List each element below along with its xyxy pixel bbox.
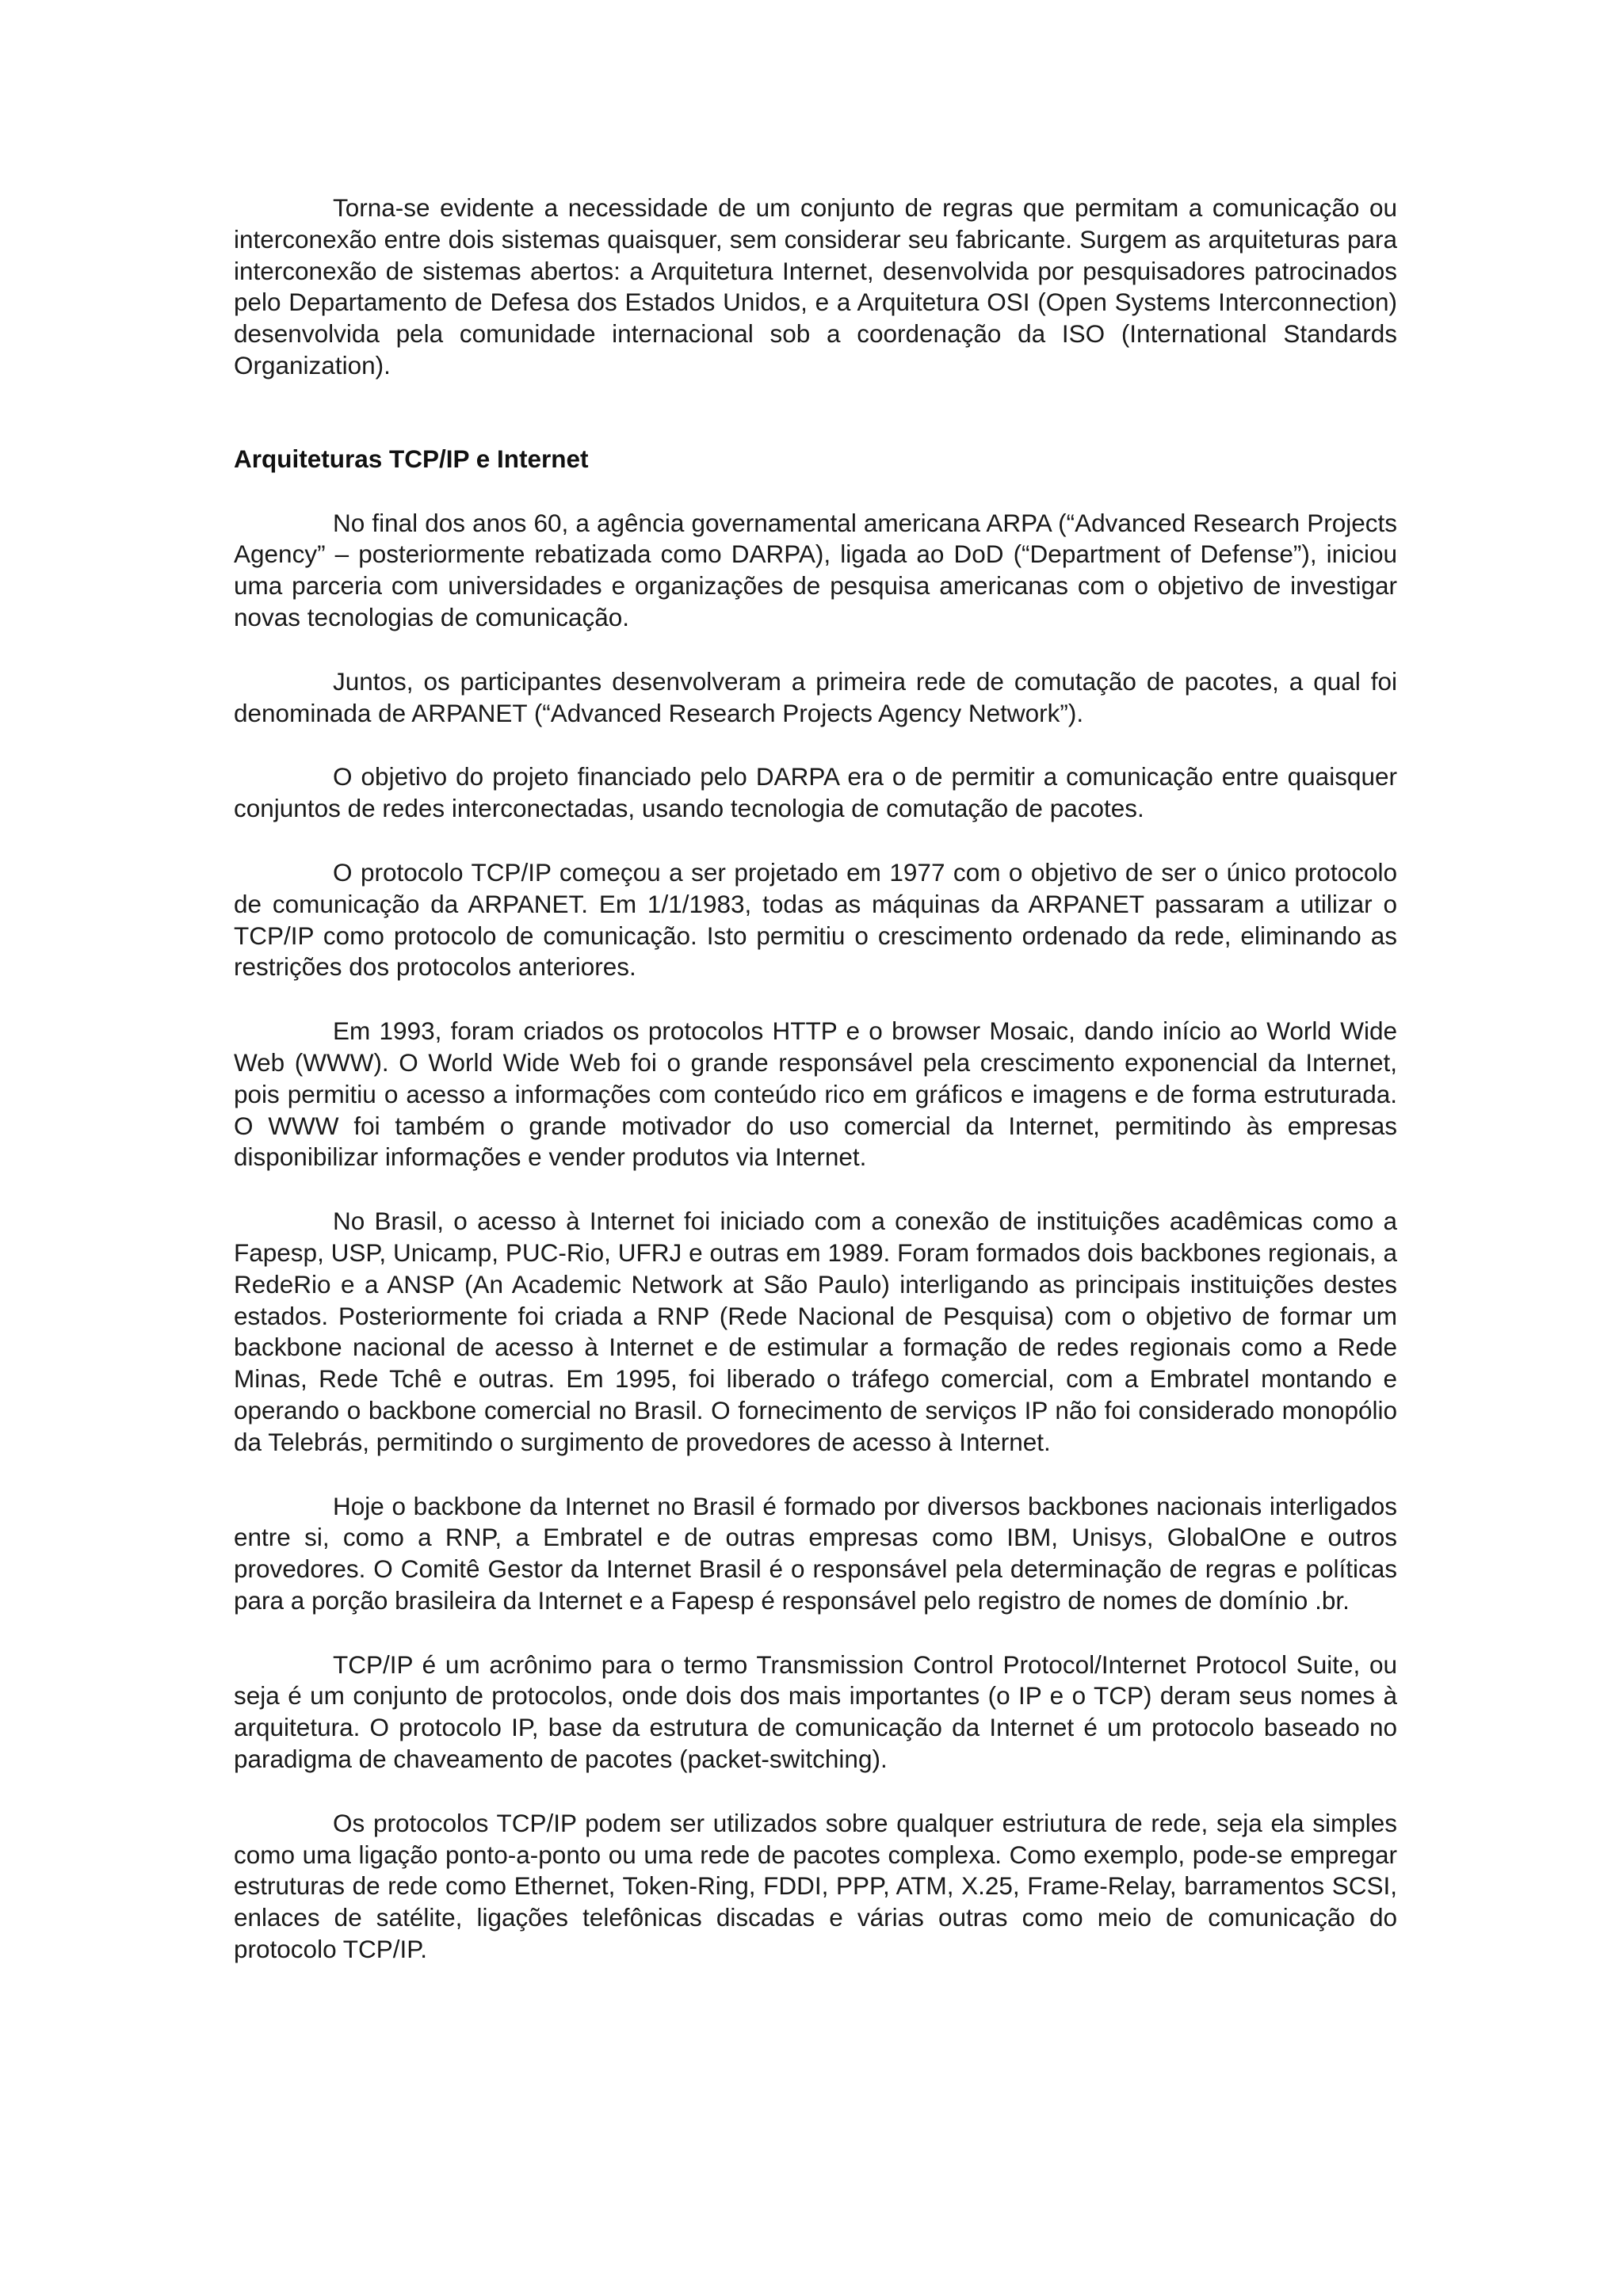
paragraph-brazil-history: No Brasil, o acesso à Internet foi iniciado com a conexão de instituições acadêmicas como a Fapesp, USP, Unicamp, PUC-Rio, UFRJ e outras em 1989. Foram formados dois backbones regionais, a RedeRio e a ANSP (An Academic Network at São Paulo) interligando as principais instituições destes estados. Posteriormente foi criada a RNP (Rede Nacional de Pesquisa) com o objetivo de formar um backbone nacional de acesso à Internet e de estimular a formação de redes regionais como a Rede Minas, Rede Tchê e outras. Em 1995, foi liberado o tráfego comercial, com a Embratel montando e operando o backbone comercial no Brasil. O fornecimento de serviços IP não foi considerado monopólio da Telebrás, permitindo o surgimento de provedores de acesso à Internet. bbox=[234, 1207, 1397, 1456]
intro-paragraph: Torna-se evidente a necessidade de um conjunto de regras que permitam a comunicação ou interconexão entre dois sistemas quaisquer, sem considerar seu fabricante. Surgem as arquiteturas para interconexão de sistemas abertos: a Arquitetura Internet, desenvolvida por pesquisadores patrocinados pelo Departamento de Defesa dos Estados Unidos, e a Arquitetura OSI (Open Systems Interconnection) desenvolvida pela comunidade internacional sob a coordenação da ISO (International Standards Organization). bbox=[234, 193, 1397, 379]
paragraph-arpa: No final dos anos 60, a agência governamental americana ARPA (“Advanced Research Projects Agency” – posteriormente rebatizada como DARPA), ligada ao DoD (“Department of Defense”), iniciou uma parceria com universidades e organizações de pesquisa americanas com o objetivo de investigar novas tecnologias de comunicação. bbox=[234, 508, 1397, 631]
document-body bbox=[234, 193, 1397, 1998]
paragraph-darpa-goal: O objetivo do projeto financiado pelo DARPA era o de permitir a comunicação entre quaisquer conjuntos de redes interconectadas, usando tecnologia de comutação de pacotes. bbox=[234, 762, 1397, 823]
paragraph-tcpip-networks: Os protocolos TCP/IP podem ser utilizados sobre qualquer estriutura de rede, seja ela simples como uma ligação ponto-a-ponto ou uma rede de pacotes complexa. Como exemplo, pode-se empregar estruturas de rede como Ethernet, Token-Ring, FDDI, PPP, ATM, X.25, Frame-Relay, barramentos SCSI, enlaces de satélite, ligações telefônicas discadas e várias outras como meio de comunicação do protocolo TCP/IP. bbox=[234, 1808, 1397, 1964]
paragraph-tcpip-origin: O protocolo TCP/IP começou a ser projetado em 1977 com o objetivo de ser o único protocolo de comunicação da ARPANET. Em 1/1/1983, todas as máquinas da ARPANET passaram a utilizar o TCP/IP como protocolo de comunicação. Isto permitiu o crescimento ordenado da rede, eliminando as restrições dos protocolos anteriores. bbox=[234, 857, 1397, 982]
paragraph-brazil-backbone: Hoje o backbone da Internet no Brasil é formado por diversos backbones nacionais interligados entre si, como a RNP, a Embratel e de outras empresas como IBM, Unisys, GlobalOne e outros provedores. O Comitê Gestor da Internet Brasil é o responsável pela determinação de regras e políticas para a porção brasileira da Internet e a Fapesp é responsável pelo registro de nomes de domínio .br. bbox=[234, 1491, 1397, 1615]
paragraph-www: Em 1993, foram criados os protocolos HTTP e o browser Mosaic, dando início ao World Wide Web (WWW). O World Wide Web foi o grande responsável pela crescimento exponencial da Internet, pois permitiu o acesso a informações com conteúdo rico em gráficos e imagens e de forma estruturada. O WWW foi também o grande motivador do uso comercial da Internet, permitindo às empresas disponibilizar informações e vender produtos via Internet. bbox=[234, 1016, 1397, 1172]
paragraph-arpanet: Juntos, os participantes desenvolveram a primeira rede de comutação de pacotes, a qual foi denominada de ARPANET (“Advanced Research Projects Agency Network”). bbox=[234, 666, 1397, 727]
paragraph-tcpip-acronym: TCP/IP é um acrônimo para o termo Transmission Control Protocol/Internet Protocol Suite, ou seja é um conjunto de protocolos, onde dois dos mais importantes (o IP e o TCP) deram seus nomes à arquitetura. O protocolo IP, base da estrutura de comunicação da Internet é um protocolo baseado no paradigma de chaveamento de pacotes (packet-switching). bbox=[234, 1650, 1397, 1774]
section-heading: Arquiteturas TCP/IP e Internet bbox=[234, 444, 589, 473]
